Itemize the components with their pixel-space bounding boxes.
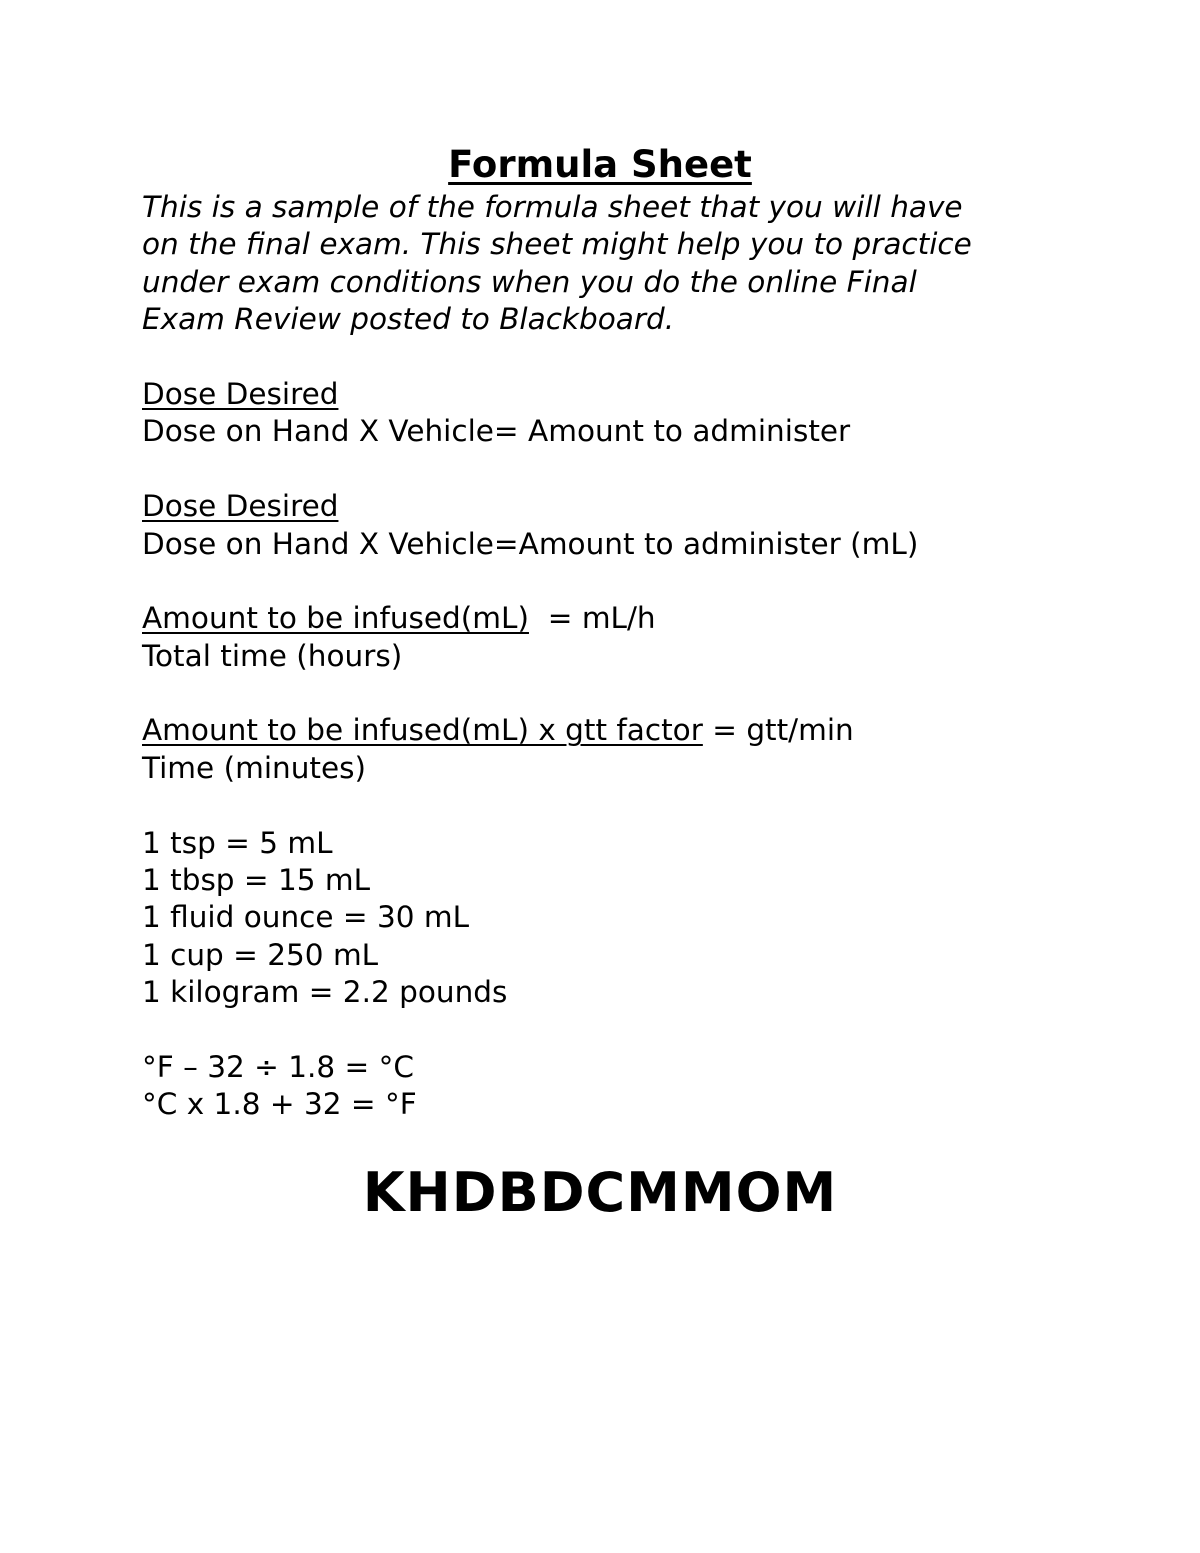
intro-line: under exam conditions when you do the online Final xyxy=(142,264,917,299)
formula-result: = mL/h xyxy=(528,601,656,636)
formula-denominator: Dose on Hand X Vehicle=Amount to administer (mL) xyxy=(142,526,919,561)
document-code: KHDBDCMMOM xyxy=(362,1161,838,1224)
formula-result: = gtt/min xyxy=(702,713,854,748)
formula-numerator: Amount to be infused(mL) xyxy=(142,601,529,636)
conversion-item: 1 tbsp = 15 mL xyxy=(142,863,371,898)
spacer xyxy=(142,451,1102,488)
intro-paragraph xyxy=(142,189,1102,339)
intro-line: on the final exam. This sheet might help you to practice xyxy=(142,227,972,262)
conversion-item: 1 fluid ounce = 30 mL xyxy=(142,900,470,935)
spacer xyxy=(142,339,1102,376)
spacer xyxy=(142,675,1102,712)
formula-numerator-line xyxy=(142,600,1102,637)
formula-numerator-line xyxy=(142,488,1102,525)
conversion-item: 1 cup = 250 mL xyxy=(142,937,379,972)
formula-denominator: Time (minutes) xyxy=(142,750,367,785)
page-title: Formula Sheet xyxy=(448,143,752,186)
formula-dose-amount xyxy=(142,376,1102,451)
spacer xyxy=(142,563,1102,600)
spacer xyxy=(142,1012,1102,1049)
formula-dose-ml xyxy=(142,488,1102,563)
conversion-item: 1 kilogram = 2.2 pounds xyxy=(142,975,508,1010)
intro-line: Exam Review posted to Blackboard. xyxy=(142,302,675,337)
document-body xyxy=(142,189,1102,1124)
formula-drip-rate xyxy=(142,712,1102,787)
temperature-conversions xyxy=(142,1049,1102,1124)
formula-numerator: Dose Desired xyxy=(142,376,339,411)
formula-numerator: Amount to be infused(mL) x gtt factor xyxy=(142,713,703,748)
conversion-item: 1 tsp = 5 mL xyxy=(142,825,333,860)
formula-numerator-line xyxy=(142,376,1102,413)
temperature-formula: °C x 1.8 + 32 = °F xyxy=(142,1087,417,1122)
formula-numerator: Dose Desired xyxy=(142,489,339,524)
temperature-formula: °F – 32 ÷ 1.8 = °C xyxy=(142,1049,414,1084)
intro-line: This is a sample of the formula sheet that you will have xyxy=(142,190,963,224)
formula-numerator-line xyxy=(142,712,1102,749)
conversion-list xyxy=(142,825,1102,1012)
spacer xyxy=(142,787,1102,824)
formula-infusion-rate xyxy=(142,600,1102,675)
formula-denominator: Dose on Hand X Vehicle= Amount to administer xyxy=(142,414,851,449)
formula-denominator: Total time (hours) xyxy=(142,638,403,673)
